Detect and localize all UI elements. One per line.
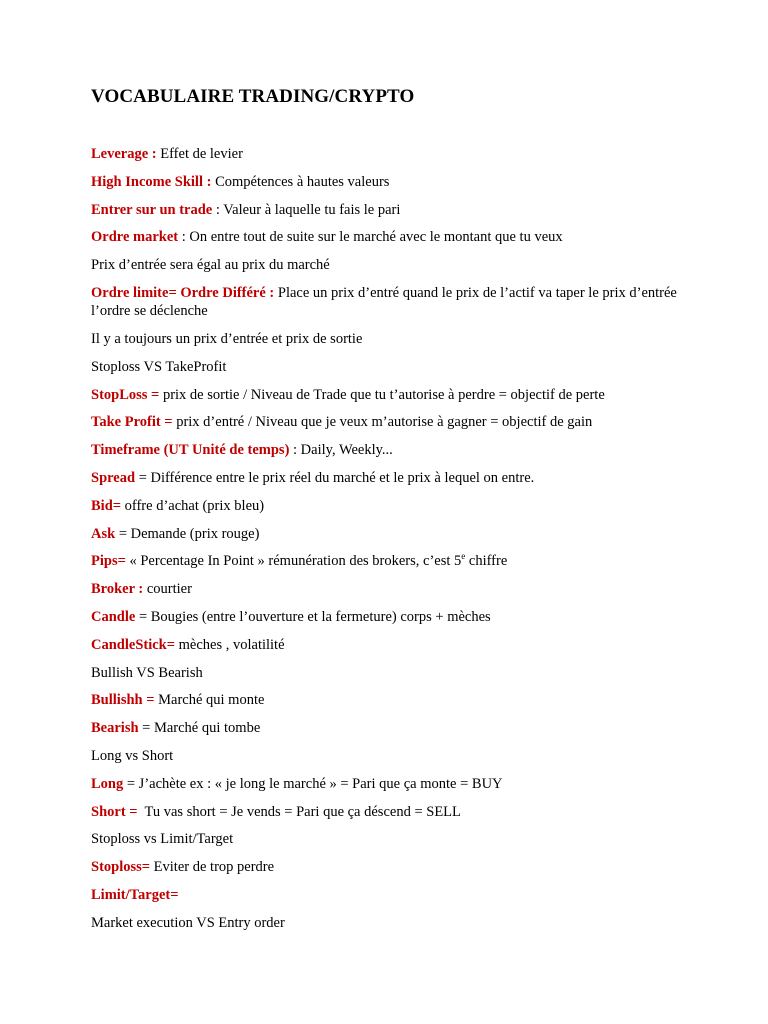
vocab-line-ask	[91, 525, 691, 543]
vocab-definition: offre d’achat (prix bleu)	[121, 497, 265, 514]
vocab-definition: prix de sortie / Niveau de Trade que tu t’autorise à perdre = objectif de perte	[159, 386, 605, 403]
vocab-term: Long	[91, 775, 124, 792]
vocab-note: Market execution VS Entry order	[91, 914, 285, 931]
vocab-term: Spread	[91, 469, 136, 486]
vocab-note: Stoploss VS TakeProfit	[91, 358, 227, 375]
vocab-line-timeframe	[91, 441, 691, 459]
vocab-definition: Place un prix d’entré quand le prix de l’actif va taper le prix d’entrée l’ordre se déclenche	[91, 284, 677, 319]
vocab-definition: « Percentage In Point » rémunération des brokers, c’est 5	[125, 553, 462, 570]
vocab-definition: Eviter de trop perdre	[150, 859, 275, 876]
vocab-term: Limit/Target=	[91, 886, 179, 903]
vocab-line-long	[91, 775, 691, 793]
vocab-note: Il y a toujours un prix d’entrée et prix de sortie	[91, 330, 363, 347]
vocab-definition: Compétences à hautes valeurs	[211, 173, 390, 190]
vocab-line-spread	[91, 469, 691, 487]
vocab-definition: : On entre tout de suite sur le marché avec le montant que tu veux	[178, 229, 563, 246]
vocab-line-candle	[91, 608, 691, 626]
vocab-term: Ask	[91, 525, 116, 542]
vocab-line-bearish	[91, 719, 691, 737]
vocab-line-long-vs-short	[91, 747, 691, 765]
vocab-definition: : Valeur à laquelle tu fais le pari	[212, 201, 401, 218]
vocab-line-ordre-limite	[91, 284, 691, 320]
vocab-term: High Income Skill :	[91, 173, 212, 190]
vocab-line-high-income-skill	[91, 173, 691, 191]
vocab-term: StopLoss =	[91, 386, 160, 403]
vocab-definition: : Daily, Weekly...	[289, 442, 393, 459]
vocab-term: Broker :	[91, 581, 144, 598]
vocab-term: Bullishh =	[91, 692, 155, 709]
vocab-note: Long vs Short	[91, 747, 174, 764]
vocab-definition: Effet de levier	[156, 146, 243, 162]
vocab-definition: = Bougies (entre l’ouverture et la fermeture) corps + mèches	[135, 608, 491, 625]
vocab-line-pips	[91, 552, 691, 570]
vocab-line-prix-entree	[91, 256, 691, 274]
vocab-term: Ordre limite= Ordre Différé :	[91, 284, 275, 301]
vocab-term: Leverage :	[91, 146, 157, 162]
vocab-term: CandleStick=	[91, 636, 175, 653]
vocab-note: Prix d’entrée sera égal au prix du marché	[91, 257, 330, 274]
vocab-line-entrer-sur-un-trade	[91, 201, 691, 219]
vocab-line-stoploss	[91, 386, 691, 404]
vocab-line-leverage	[91, 145, 691, 163]
vocab-line-stoploss-vs-limit	[91, 830, 691, 848]
vocab-line-candlestick	[91, 636, 691, 654]
vocab-note: Bullish VS Bearish	[91, 664, 203, 681]
vocab-term: Short =	[91, 803, 138, 820]
vocab-line-bid	[91, 497, 691, 515]
vocab-definition: = Demande (prix rouge)	[115, 525, 260, 542]
vocab-note: Stoploss vs Limit/Target	[91, 831, 234, 848]
vocab-line-stoploss-vs-takeprofit	[91, 358, 691, 376]
ordinal-superscript: e	[461, 551, 466, 562]
vocab-term: Entrer sur un trade	[91, 201, 213, 218]
vocab-term: Ordre market	[91, 229, 179, 246]
vocab-definition: Marché qui monte	[154, 692, 265, 709]
document-title: VOCABULAIRE TRADING/CRYPTO	[91, 86, 415, 107]
vocab-term: Timeframe (UT Unité de temps)	[91, 442, 290, 459]
vocab-line-market-execution	[91, 914, 691, 932]
vocab-definition: mèches , volatilité	[175, 636, 285, 653]
vocab-definition: Tu vas short = Je vends = Pari que ça déscend = SELL	[137, 803, 461, 820]
vocab-term: Bid=	[91, 497, 122, 514]
vocab-definition: = Marché qui tombe	[138, 720, 261, 737]
vocab-line-prix-entree-sortie	[91, 330, 691, 348]
vocab-line-take-profit	[91, 413, 691, 431]
vocabulary-list	[91, 145, 691, 942]
vocab-term: Pips=	[91, 553, 126, 570]
vocab-line-broker	[91, 580, 691, 598]
vocab-line-limit-target	[91, 886, 691, 904]
vocab-definition-end: chiffre	[465, 553, 508, 570]
vocab-definition: courtier	[143, 581, 192, 598]
vocab-line-bullish-vs-bearish	[91, 664, 691, 682]
vocab-term: Stoploss=	[91, 859, 151, 876]
vocab-line-ordre-market	[91, 228, 691, 246]
vocab-term: Candle	[91, 608, 136, 625]
vocab-line-stoploss-2	[91, 858, 691, 876]
vocab-definition: = J’achète ex : « je long le marché » = Pari que ça monte = BUY	[123, 775, 503, 792]
vocab-line-bullishh	[91, 691, 691, 709]
vocab-definition: prix d’entré / Niveau que je veux m’autorise à gagner = objectif de gain	[172, 414, 593, 431]
vocab-term: Bearish	[91, 720, 139, 737]
vocab-term: Take Profit =	[91, 414, 173, 431]
vocab-line-short	[91, 803, 691, 821]
vocab-definition: = Différence entre le prix réel du marché et le prix à lequel on entre.	[135, 469, 535, 486]
